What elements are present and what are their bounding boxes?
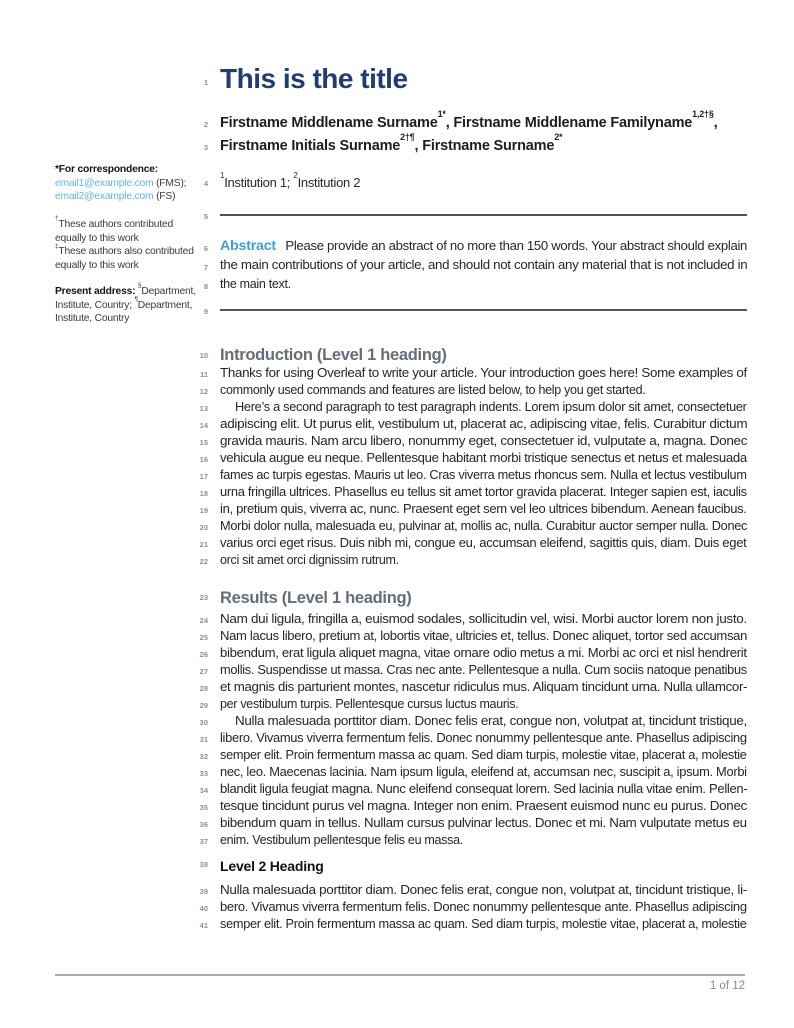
line-number: 5 <box>203 212 208 221</box>
email-suffix: (FS) <box>153 191 176 203</box>
line-number: 1 <box>203 78 208 87</box>
body-text: commonly used commands and features are listed below, to help you get started. <box>220 383 646 397</box>
line-number: 20 <box>199 523 208 532</box>
section-results <box>199 589 748 849</box>
body-text: nec, leo. Maecenas lacinia. Nam ipsum ligula, eleifend at, accumsan nec, suscipit a, ipsum. Morbi <box>220 765 747 779</box>
body-text: blandit ligula feugiat magna. Nunc eleifend consequat lorem. Sed lacinia nulla vitae enim. Pellen- <box>220 782 748 796</box>
section-heading: Introduction (Level 1 heading) <box>220 346 447 364</box>
footnote-symbol: § <box>138 282 142 290</box>
abstract-bottom-rule-block <box>203 302 747 319</box>
line-number: 29 <box>199 701 208 710</box>
section-heading: Results (Level 1 heading) <box>220 589 412 607</box>
email-link[interactable]: email2@example.com <box>55 191 154 203</box>
author-line <box>203 132 747 158</box>
line-number: 16 <box>199 455 208 464</box>
body-line <box>199 798 747 815</box>
correspondence-emails <box>55 177 203 204</box>
horizontal-rule <box>220 214 747 216</box>
abstract-line <box>203 236 748 256</box>
line-number: 25 <box>199 633 208 642</box>
author-names: Firstname Initials Surname$^{2\dagger\P}$, Firstname Surname$^{2*}$ <box>220 132 563 154</box>
contribution-note <box>55 215 203 245</box>
section-body <box>199 882 747 933</box>
contribution-notes <box>55 215 203 272</box>
affiliation-line <box>203 171 747 192</box>
line-number: 33 <box>199 769 208 778</box>
title-line <box>203 62 747 96</box>
body-text: gravida mauris. Nam arcu libero, nonummy eget, consectetuer id, vulputate a, magna. Donec <box>220 434 748 448</box>
body-text: semper elit. Proin fermentum massa ac quam. Sed diam turpis, molestie vitae, placerat a, molestie <box>220 748 747 762</box>
body-line <box>199 662 747 679</box>
body-line <box>199 730 747 747</box>
line-number: 18 <box>199 489 208 498</box>
body-text: Nam lacus libero, pretium at, lobortis vitae, ultricies et, tellus. Donec aliquet, tortor sed accumsan <box>220 629 748 643</box>
abstract-top-rule-block <box>203 207 747 224</box>
contribution-text: These authors contributed equally to this work <box>55 219 173 244</box>
line-number: 37 <box>199 837 208 846</box>
body-text: urna fringilla ultrices. Phasellus eu tellus sit amet tortor gravida placerat. Integer sapien est, iaculis <box>220 485 747 499</box>
line-number: 34 <box>199 786 208 795</box>
rule-line <box>203 302 747 319</box>
body-line <box>199 552 747 569</box>
footnote-symbol: ¶ <box>134 295 138 303</box>
body-text: semper elit. Proin fermentum massa ac quam. Sed diam turpis, molestie vitae, placerat a, molestie <box>220 917 747 931</box>
contribution-text: These authors also contributed equally to this work <box>55 246 194 271</box>
line-number: 41 <box>199 921 208 930</box>
body-line <box>199 535 747 552</box>
section-body <box>199 611 748 849</box>
correspondence-entry <box>55 190 203 204</box>
body-text: varius orci eget risus. Duis nibh mi, congue eu, accumsan eleifend, sagittis quis, diam. Duis eget <box>220 536 747 550</box>
body-text: bibendum, erat ligula aliquet magna, vitae ornare odio metus a mi. Morbi ac orci et nisl hendrerit <box>220 646 747 660</box>
body-text: orci sit amet orci dignissim rutrum. <box>220 553 399 567</box>
body-text: Morbi dolor nulla, malesuada eu, pulvinar at, mollis ac, nulla. Curabitur auctor semper nulla. Donec <box>220 519 748 533</box>
body-text: adipiscing elit. Ut purus elit, vestibulum ut, placerat ac, adipiscing vitae, felis. Curabitur dictum <box>220 417 748 431</box>
body-line <box>199 815 747 832</box>
section-heading-line <box>199 589 747 607</box>
line-number: 30 <box>199 718 208 727</box>
body-text: in, pretium quis, viverra ac, nunc. Praesent eget sem vel leo ultrices bibendum. Aenean faucibus. <box>220 502 747 516</box>
contribution-note <box>55 242 203 272</box>
body-line <box>199 916 747 933</box>
body-text: Thanks for using Overleaf to write your article. Your introduction goes here! Some examples of <box>220 366 747 380</box>
body-text: per vestibulum turpis. Pellentesque cursus luctus mauris. <box>220 697 519 711</box>
line-number: 28 <box>199 684 208 693</box>
line-number: 17 <box>199 472 208 481</box>
affiliations: $^1$Institution 1; $^2$Institution 2 <box>220 171 361 190</box>
subsection-heading-line <box>199 858 747 874</box>
line-number: 40 <box>199 904 208 913</box>
body-line <box>199 484 747 501</box>
section-introduction <box>199 345 748 569</box>
line-number: 38 <box>199 860 208 869</box>
body-line <box>199 696 747 713</box>
body-text: bibendum quam in tellus. Nullam cursus pulvinar lectus. Donec et mi. Nam vulputate metus eu <box>220 816 747 830</box>
footnote-symbol: † <box>55 215 59 223</box>
body-text: Nam dui ligula, fringilla a, euismod sodales, sollicitudin vel, wisi. Morbi auctor lorem non justo. <box>220 612 747 626</box>
body-line <box>199 713 747 730</box>
abstract-text: the main contributions of your article, and should not contain any material that is not included in <box>220 258 748 272</box>
abstract-line <box>203 275 747 294</box>
line-number: 39 <box>199 887 208 896</box>
line-number: 26 <box>199 650 208 659</box>
line-number: 7 <box>203 263 208 272</box>
line-number: 2 <box>203 120 208 129</box>
body-line <box>199 679 748 696</box>
present-address-entry: §Department, Institute, Country; <box>55 282 196 311</box>
section-body <box>199 365 748 569</box>
title-block <box>203 62 747 96</box>
body-line <box>200 365 747 382</box>
present-address-entry: ¶Department, Institute, Country <box>55 295 193 325</box>
body-line <box>199 645 747 662</box>
body-text: fames ac turpis egestas. Mauris ut leo. Cras viverra metus rhoncus sem. Nulla et lectus vestibulum <box>220 468 747 482</box>
abstract-line <box>203 256 748 275</box>
body-text: bero. Vivamus viverra fermentum felis. Donec nonummy pellentesque ante. Phasellus adipiscing <box>220 900 747 914</box>
body-text: Nulla malesuada porttitor diam. Donec felis erat, congue non, volutpat at, tincidunt tristique, li- <box>220 883 747 897</box>
section-heading-line <box>199 345 747 365</box>
line-number: 21 <box>199 540 208 549</box>
page-title: This is the title <box>220 63 408 94</box>
section-level2 <box>199 858 747 933</box>
line-number: 9 <box>203 307 208 316</box>
body-line <box>199 764 747 781</box>
line-number: 31 <box>199 735 208 744</box>
rule-line <box>203 207 747 224</box>
line-number: 19 <box>199 506 208 515</box>
present-address-note <box>55 282 203 326</box>
horizontal-rule <box>220 309 747 311</box>
correspondence-entry <box>55 177 203 191</box>
line-number: 6 <box>203 244 208 253</box>
body-line <box>199 450 747 467</box>
email-suffix: (FMS); <box>153 177 187 189</box>
line-number: 35 <box>199 803 208 812</box>
line-number: 8 <box>203 282 208 291</box>
body-text: et magnis dis parturient montes, nascetur ridiculus mus. Aliquam tincidunt urna. Nulla ullamcor- <box>220 680 748 694</box>
body-line <box>199 382 747 399</box>
subsection-heading: Level 2 Heading <box>220 858 324 874</box>
abstract-text: Abstract Please provide an abstract of no more than 150 words. Your abstract should explain <box>220 238 748 253</box>
body-text: tesque tincidunt purus vel magna. Integer non enim. Praesent euismod nunc eu purus. Donec <box>220 799 747 813</box>
line-number: 11 <box>200 370 208 379</box>
line-number: 12 <box>199 387 208 396</box>
abstract-block <box>203 236 748 294</box>
line-number: 27 <box>199 667 208 676</box>
author-line <box>203 109 747 135</box>
present-address-label: Present address: <box>55 286 136 297</box>
body-line <box>199 747 747 764</box>
body-line <box>199 399 747 416</box>
authors-block <box>203 109 747 158</box>
body-line <box>199 781 748 798</box>
footnote-symbol: ‡ <box>55 242 59 250</box>
footer-rule <box>55 974 745 976</box>
body-text: vehicula augue eu neque. Pellentesque habitant morbi tristique senectus et netus et malesuada <box>220 451 747 465</box>
body-text: Nulla malesuada porttitor diam. Donec felis erat, congue non, volutpat at, tincidunt tristique, <box>235 714 747 728</box>
correspondence-note <box>55 163 203 204</box>
body-line <box>199 467 747 484</box>
line-number: 32 <box>199 752 208 761</box>
body-line <box>199 611 747 628</box>
line-number: 3 <box>203 143 208 152</box>
body-line <box>199 416 748 433</box>
email-link[interactable]: email1@example.com <box>55 177 154 189</box>
correspondence-label: *For correspondence: <box>55 164 158 175</box>
body-text: mollis. Suspendisse ut massa. Cras nec ante. Pellentesque a nulla. Cum sociis natoque penatibus <box>220 663 747 677</box>
page-number: 1 of 12 <box>709 980 745 992</box>
line-number: 15 <box>199 438 208 447</box>
body-line <box>199 501 747 518</box>
affiliations-block <box>203 171 747 192</box>
body-text: libero. Vivamus viverra fermentum felis. Donec nonummy pellentesque ante. Phasellus adipiscing <box>220 731 747 745</box>
line-number: 13 <box>199 404 208 413</box>
author-names: Firstname Middlename Surname$^{1*}$, Firstname Middlename Familyname$^{1,2\dagger\S}$, <box>220 109 718 131</box>
line-number: 4 <box>203 179 208 188</box>
body-line <box>199 899 747 916</box>
line-number: 23 <box>199 593 208 602</box>
body-text: enim. Vestibulum pellentesque felis eu massa. <box>220 833 463 847</box>
line-number: 36 <box>199 820 208 829</box>
body-text: Here’s a second paragraph to test paragraph indents. Lorem ipsum dolor sit amet, consectetuer <box>235 400 747 414</box>
line-number: 10 <box>199 351 208 360</box>
line-number: 14 <box>199 421 208 430</box>
body-line <box>199 882 747 899</box>
line-number: 22 <box>199 557 208 566</box>
body-line <box>199 518 748 535</box>
line-number: 24 <box>199 616 208 625</box>
body-line <box>199 433 748 450</box>
body-line <box>199 628 748 645</box>
body-line <box>199 832 747 849</box>
abstract-text: the main text. <box>220 277 291 291</box>
